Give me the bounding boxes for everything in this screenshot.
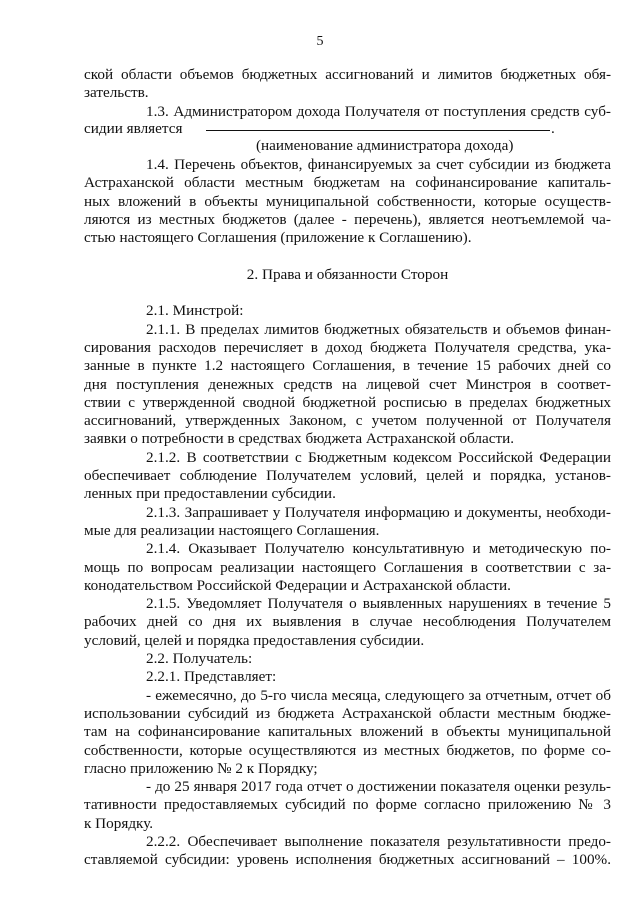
text-line: рабочих дней со дня их выявления в случае несоблюдения Получателем — [84, 613, 611, 630]
text-line: использовании субсидий из бюджета Астраханской области местным бюдже- — [84, 705, 611, 722]
text-line: . — [551, 120, 555, 137]
text-line: 2.1.1. В пределах лимитов бюджетных обязательств и объемов финан- — [146, 321, 611, 338]
fill-in-blank-line — [206, 130, 550, 131]
text-line: 2.2.2. Обеспечивает выполнение показателя результативности предо- — [146, 833, 611, 850]
text-line: 2.2. Получатель: — [146, 650, 253, 667]
text-line: - ежемесячно, до 5-го числа месяца, следующего за отчетным, отчет об — [146, 687, 611, 704]
text-line: 1.4. Перечень объектов, финансируемых за счет субсидии из бюджета — [146, 156, 611, 173]
text-line: зательств. — [84, 84, 149, 101]
text-line: сидии является — [84, 120, 183, 137]
text-line: 2.1.2. В соответствии с Бюджетным кодексом Российской Федерации — [146, 449, 611, 466]
text-line: 2.1.4. Оказывает Получателю консультативную и методическую по- — [146, 540, 611, 557]
text-line: Астраханской области местным бюджетам на софинансирование капиталь- — [84, 174, 611, 191]
text-line: мощь по вопросам реализации настоящего Соглашения в соответствии с за- — [84, 559, 611, 576]
text-line: ствии с утвержденной сводной бюджетной росписью в пределах бюджетных — [84, 394, 611, 411]
text-line: к Порядку. — [84, 815, 154, 832]
text-line: ассигнований, утвержденных Законом, с учетом полученной от Получателя — [84, 412, 611, 429]
text-line: заявки о потребности в средствах бюджета Астраханской области. — [84, 430, 515, 447]
text-line: 2.1.3. Запрашивает у Получателя информацию и документы, необходи- — [146, 504, 611, 521]
text-line: стью настоящего Соглашения (приложение к Соглашению). — [84, 229, 472, 246]
text-line: сирования расходов перечисляет в доход бюджета Получателя средства, ука- — [84, 339, 611, 356]
text-line: тативности предоставляемых субсидий по форме согласно приложению № 3 — [84, 796, 611, 813]
text-line: мые для реализации настоящего Соглашения. — [84, 522, 380, 539]
text-line: ленных при предоставлении субсидии. — [84, 485, 336, 502]
caption-line: (наименование администратора дохода) — [256, 137, 514, 154]
text-line: 2.1. Минстрой: — [146, 302, 244, 319]
page-number: 5 — [316, 34, 324, 49]
text-line: занные в пункте 1.2 настоящего Соглашения, в течение 15 рабочих дней со — [84, 357, 611, 374]
text-line: ской области объемов бюджетных ассигнований и лимитов бюджетных обя- — [84, 66, 611, 83]
section-heading: 2. Права и обязанности Сторон — [246, 266, 449, 283]
text-line: условий, целей и порядка предоставления субсидии. — [84, 632, 425, 649]
text-line: там на софинансирование капитальных вложений в объекты муниципальной — [84, 723, 611, 740]
text-line: 2.1.5. Уведомляет Получателя о выявленных нарушениях в течение 5 — [146, 595, 611, 612]
text-line: 2.2.1. Представляет: — [146, 668, 277, 685]
text-line: собственности, которые осуществляются из местных бюджетов, по форме со- — [84, 742, 611, 759]
text-line: ляются из местных бюджетов (далее - перечень), является неотъемлемой ча- — [84, 211, 611, 228]
text-line: - до 25 января 2017 года отчет о достижении показателя оценки резуль- — [146, 778, 611, 795]
text-line: ных вложений в объекты муниципальной собственности, которые осуществ- — [84, 193, 611, 210]
text-line: дня поступления денежных средств на лицевой счет Минстроя в соответ- — [84, 376, 611, 393]
text-line: 1.3. Администратором дохода Получателя от поступления средств суб- — [146, 103, 611, 120]
text-line: ставляемой субсидии: уровень исполнения бюджетных ассигнований – 100%. — [84, 851, 611, 868]
text-line: конодательством Российской Федерации и Астраханской области. — [84, 577, 511, 594]
text-line: обеспечивает соблюдение Получателем условий, целей и порядка, установ- — [84, 467, 611, 484]
text-line: гласно приложению № 2 к Порядку; — [84, 760, 318, 777]
